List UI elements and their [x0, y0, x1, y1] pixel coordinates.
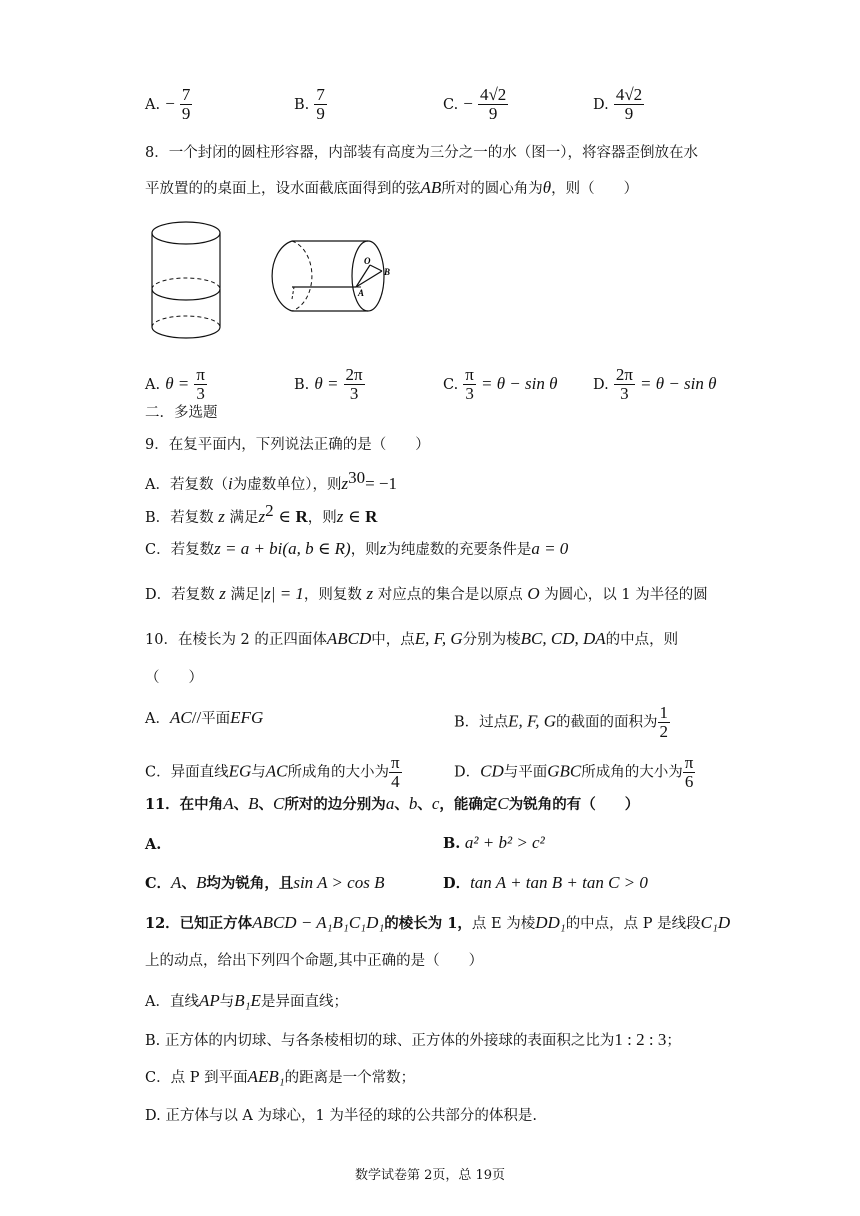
q9-option-c: C．若复数z = a + bi(a, b ∈ R)，则z为纯虚数的充要条件是a = 0 — [145, 539, 569, 558]
q11-option-c: C．A、B均为锐角，且sin A > cos B — [145, 873, 385, 892]
q8-option-d: D. $\frac{2\pi}{3}$ = θ − sin θ — [593, 365, 717, 403]
q7-b-fraction: $\frac{7}{9}$ — [316, 85, 325, 123]
q12-option-a: A．直线AP与B₁E是异面直线； — [145, 991, 348, 1010]
lying-cylinder-figure — [258, 235, 403, 315]
q8-stem-line1: 8．一个封闭的圆柱形容器，内部装有高度为三分之一的水（图一），将容器歪倒放在水 — [145, 145, 698, 161]
q7-a-fraction: $\frac{7}{9}$ — [181, 85, 191, 123]
q9-option-b: B．若复数 z 满足$z^2$ ∈ R，则z ∈ R — [145, 501, 378, 526]
q7-c-sign: − — [463, 94, 473, 113]
q7-b-label: B. — [294, 97, 310, 113]
q7-option-d — [593, 86, 644, 123]
q12-stem-line2: 上的动点，给出下列四个命题,其中正确的是（ ） — [145, 953, 484, 969]
q9-option-a: A．若复数（i为虚数单位），则$z^{30}= -1$ — [145, 468, 398, 493]
q11-option-d: D．tan A + tan B + tan C > 0 — [443, 873, 648, 892]
q12-option-c: C．点 P 到平面AEB₁的距离是一个常数； — [145, 1067, 416, 1086]
q11-stem: 11．在中角A、B、C所对的边分别为a、b、c，能确定C为锐角的有（ ） — [145, 794, 640, 813]
fig-label-a: A — [358, 288, 365, 298]
q8-option-b: B. θ = $\frac{2\pi}{3}$ — [294, 365, 363, 403]
q7-option-c — [443, 86, 508, 123]
section-title: 二．多选题 — [145, 405, 218, 421]
page-footer: 数学试卷第 2页，总 19页 — [354, 1168, 506, 1183]
upright-cylinder-figure — [148, 215, 228, 345]
fig-label-o: O — [364, 256, 371, 266]
q12-option-b: B. 正方体的内切球、与各条棱相切的球、正方体的外接球的表面积之比为1 : 2 : 3； — [145, 1030, 681, 1049]
q7-d-fraction: $\frac{4√2}{9}$ — [615, 85, 643, 123]
q8-stem-line2: 平放置的的桌面上，设水面截底面得到的弦AB所对的圆心角为θ，则（ ） — [145, 178, 639, 197]
q8-option-c: C. $\frac{\pi}{3}$ = θ − sin θ — [443, 365, 558, 403]
q10-stem-line2: （ ） — [145, 670, 203, 686]
fig-label-b: B — [384, 267, 391, 277]
q7-option-b — [294, 86, 327, 123]
q11-option-b: B. a² + b² > c² — [443, 833, 545, 852]
q8-option-a: A. θ = $\frac{\pi}{3}$ — [145, 365, 205, 403]
q10-option-a: A．AC//平面EFG — [145, 708, 264, 727]
q10-option-c: C．异面直线EG与AC所成角的大小为 $\frac{\pi}{4}$ — [145, 753, 400, 791]
q11-option-a: A. — [145, 836, 162, 853]
q10-option-d: D．CD与平面GBC所成角的大小为 $\frac{\pi}{6}$ — [454, 753, 694, 791]
q7-a-sign: − — [165, 94, 175, 113]
q7-option-a — [145, 86, 192, 123]
q9-option-d: D．若复数 z 满足|z| = 1，则复数 z 对应点的集合是以原点 O 为圆心，以 1 为半径的圆 — [145, 584, 708, 603]
q7-c-label: C. — [443, 97, 459, 113]
q12-stem-line1: 12．已知正方体ABCD − A₁B₁C₁D₁的棱长为 1，点 E 为棱DD₁的中点，点 P 是线段C₁D — [145, 913, 731, 932]
q12-option-d: D. 正方体与以 A 为球心，1 为半径的球的公共部分的体积是. — [145, 1108, 537, 1124]
q7-c-fraction: $\frac{4√2}{9}$ — [479, 85, 507, 123]
q7-d-label: D. — [593, 97, 609, 113]
q7-a-label: A. — [145, 97, 161, 113]
q9-stem: 9．在复平面内，下列说法正确的是（ ） — [145, 437, 430, 453]
q10-stem-line1: 10．在棱长为 2 的正四面体ABCD中，点E, F, G分别为棱BC, CD, DA的中点，则 — [145, 629, 679, 648]
q10-option-b: B．过点E, F, G的截面的面积为 $\frac{1}{2}$ — [454, 703, 669, 741]
